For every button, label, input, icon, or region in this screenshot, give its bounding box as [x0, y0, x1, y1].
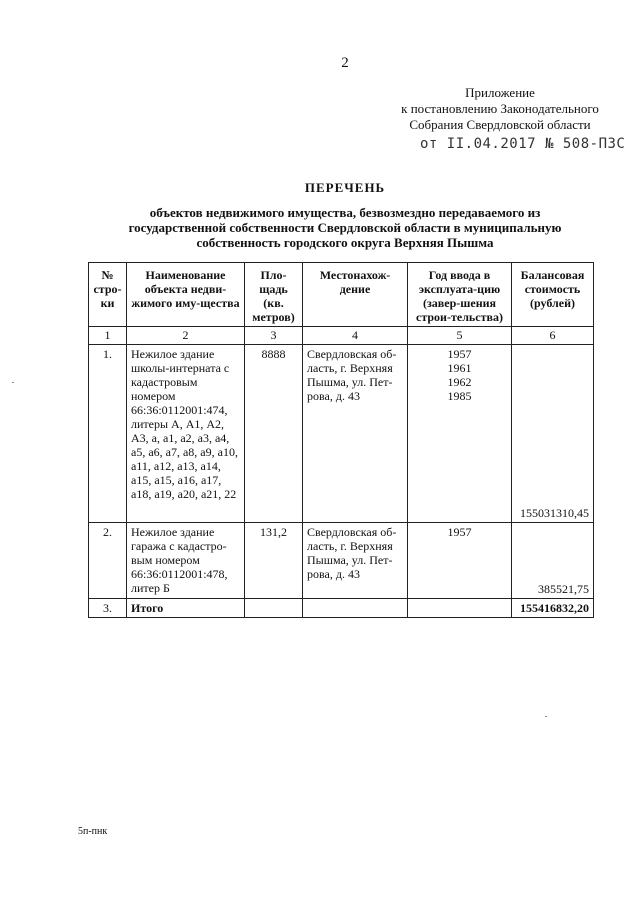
property-table [88, 262, 594, 618]
object-name: Нежилое здание школы-интерната с кадастровым номером 66:36:0112001:474, литеры А, А1, А2, А3, а, а1, а2, а3, а4, а5, а6, а7, а8, а9, а10, а11, а12, а13, а14, а15, а15, а16, а17, а18, а19, а20, а21, 22 [127, 345, 245, 523]
commission-year: 1957 [447, 347, 472, 361]
row-number: 1. [89, 345, 127, 523]
footer-code: 5п-пнк [78, 826, 108, 837]
table-row [89, 345, 594, 523]
header-object-name: Наименование объекта недви-жимого иму-щества [127, 263, 245, 327]
scan-speck [545, 716, 547, 717]
total-cost: 155416832,20 [512, 599, 594, 618]
table-header-row [89, 263, 594, 327]
column-number: 6 [512, 327, 594, 345]
document-subtitle: объектов недвижимого имущества, безвозмездно передаваемого из государственной собственности Свердловской области в муниципальную собственность городского округа Верхняя Пышма [128, 205, 562, 250]
object-area: 8888 [245, 345, 303, 523]
table-row [89, 523, 594, 599]
resolution-stamp: от II.04.2017 № 508-ПЗС [420, 136, 626, 152]
header-area: Пло-щадь (кв. метров) [245, 263, 303, 327]
object-name: Нежилое здание гаража с кадастро-вым номером 66:36:0112001:478, литер Б [127, 523, 245, 599]
page-number: 2 [341, 55, 349, 71]
total-label: Итого [127, 599, 245, 618]
commission-year: 1961 [447, 361, 472, 375]
empty-cell [408, 599, 512, 618]
header-location: Местонахож-дение [303, 263, 408, 327]
header-row-number: № стро-ки [89, 263, 127, 327]
column-number: 3 [245, 327, 303, 345]
column-number: 1 [89, 327, 127, 345]
header-balance-cost: Балансовая стоимость (рублей) [512, 263, 594, 327]
total-row [89, 599, 594, 618]
object-area: 131,2 [245, 523, 303, 599]
balance-cost: 385521,75 [512, 523, 594, 599]
row-number: 2. [89, 523, 127, 599]
empty-cell [303, 599, 408, 618]
column-number: 4 [303, 327, 408, 345]
appendix-line: Собрания Свердловской области [409, 117, 591, 132]
commission-years [408, 345, 512, 523]
commission-years [408, 523, 512, 599]
commission-year: 1957 [447, 525, 472, 539]
commission-year: 1985 [447, 389, 472, 403]
column-number: 5 [408, 327, 512, 345]
document-title: ПЕРЕЧЕНЬ [304, 180, 386, 195]
row-number: 3. [89, 599, 127, 618]
column-number-row [89, 327, 594, 345]
column-number: 2 [127, 327, 245, 345]
appendix-block [380, 85, 620, 133]
object-location: Свердловская об-ласть, г. Верхняя Пышма, ул. Пет-рова, д. 43 [303, 523, 408, 599]
object-location: Свердловская об-ласть, г. Верхняя Пышма, ул. Пет-рова, д. 43 [303, 345, 408, 523]
empty-cell [245, 599, 303, 618]
appendix-line: Приложение [465, 85, 535, 100]
appendix-line: к постановлению Законодательного [401, 101, 599, 116]
commission-year: 1962 [447, 375, 472, 389]
header-commission-year: Год ввода в эксплуата-цию (завер-шения строи-тельства) [408, 263, 512, 327]
scan-speck [12, 382, 14, 383]
balance-cost: 155031310,45 [512, 345, 594, 523]
